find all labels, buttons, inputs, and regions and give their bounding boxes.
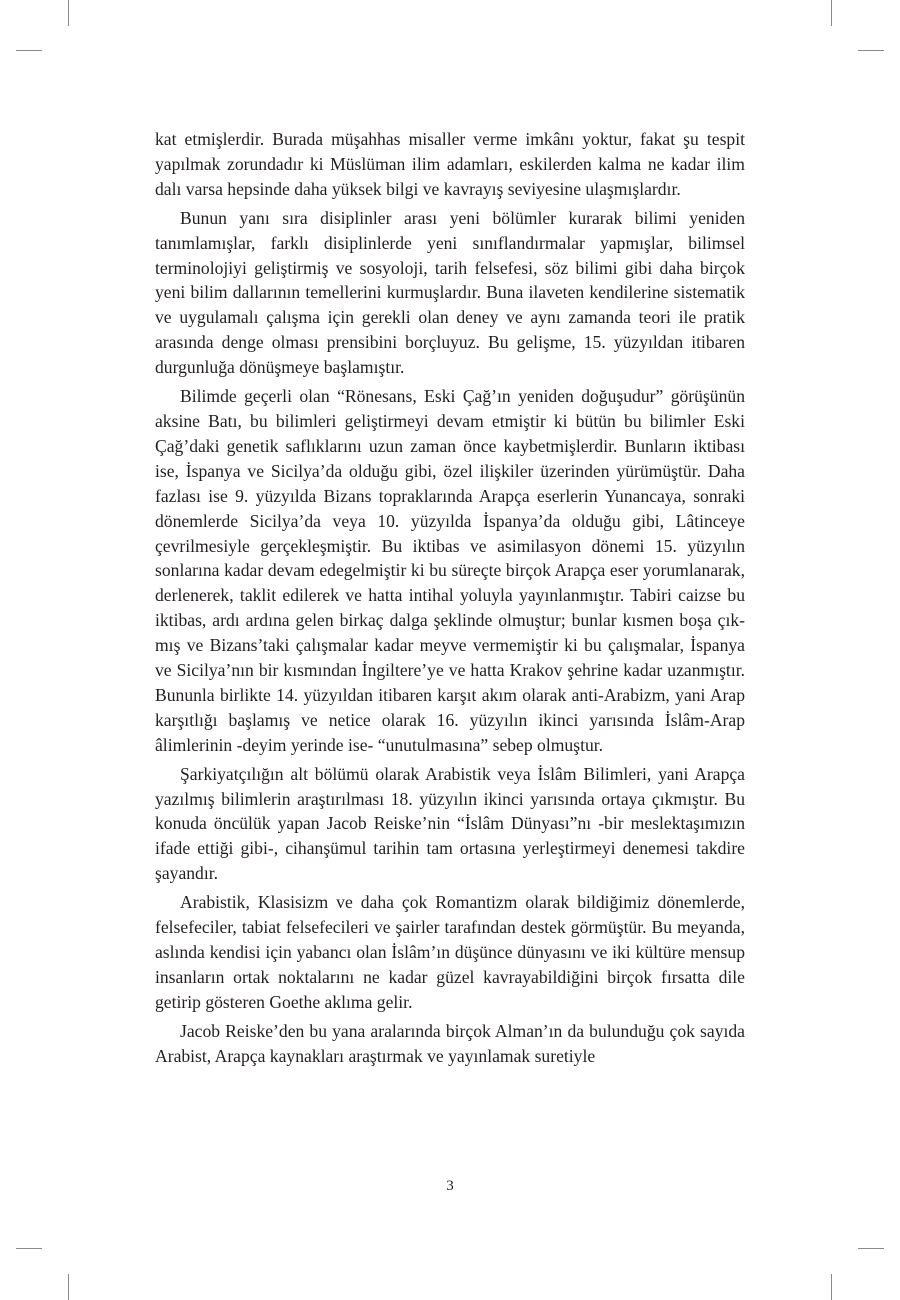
crop-mark-bottom-right-vertical: [831, 1274, 832, 1300]
crop-mark-top-left-horizontal: [16, 50, 42, 51]
body-text: [155, 127, 745, 1073]
crop-mark-top-right-horizontal: [858, 50, 884, 51]
paragraph-4: Şarkiyatçılığın alt bölümü olarak Arabistik veya İslâm Bilimleri, yani Arapça yazılmış bilimlerin araştırılması 18. yüzyılın ikinci yarısında ortaya çıkmıştır. Bu konuda öncülük yapan Jacob Reiske’nin “İslâm Dünyası”nı -bir meslektaşımızın ifade ettiği gibi-, cihanşümul tarihin tam ortasına yerleştirmeyi denemesi takdire şayandır.: [155, 763, 745, 884]
crop-mark-bottom-left-vertical: [68, 1274, 69, 1300]
paragraph-1: kat etmişlerdir. Burada müşahhas misaller verme imkânı yoktur, fakat şu tespit yapılmak zorundadır ki Müslüman ilim adamları, eskilerden kalma ne kadar ilim dalı varsa hepsinde daha yüksek bilgi ve kavrayış seviyesine ulaşmışlardır.: [155, 129, 745, 199]
crop-mark-top-right-vertical: [831, 0, 832, 26]
page-number: 3: [446, 1178, 454, 1194]
paragraph-5: Arabistik, Klasisizm ve daha çok Romantizm olarak bildiğimiz dönemlerde, felsefeciler, tabiat felsefecileri ve şairler tarafından destek görmüştür. Bu meyanda, aslında kendisi için yabancı olan İslâm’ın düşünce dünyasını ve iki kültüre mensup insanların ortak noktalarını ne kadar güzel kavrayabildiğini birçok fırsatta dile getirip gösteren Goethe aklıma gelir.: [155, 892, 745, 1012]
crop-mark-bottom-left-horizontal: [16, 1248, 42, 1249]
crop-mark-top-left-vertical: [68, 0, 69, 26]
paragraph-2: Bunun yanı sıra disiplinler arası yeni bölümler kurarak bilimi yeniden tanımlamışlar, farklı disiplinlerde yeni sınıflandırmalar yapmışlar, bilimsel terminolojiyi geliştirmiş ve sosyoloji, tarih felsefesi, söz bilimi gibi daha birçok yeni bilim dallarının temellerini kurmuşlardır. Buna ilaveten kendilerine sistematik ve uygulamalı çalışma için gerekli olan deney ve aynı zamanda teori ile pratik arasında denge olması prensibini borçluyuz. Bu gelişme, 15. yüzyıldan itibaren durgunluğa dönüşmeye başlamıştır.: [155, 207, 745, 378]
paragraph-3: Bilimde geçerli olan “Rönesans, Eski Çağ’ın yeniden doğuşudur” görüşünün aksine Batı, bu bilimleri geliştirmeyi devam etmiştir ki bütün bu bilimler Eski Çağ’daki genetik saflıklarını uzun zaman önce kaybetmişlerdir. Bunların iktibası ise, İspanya ve Sicilya’da olduğu gibi, özel ilişkiler üzerinden yürümüştür. Daha fazlası ise 9. yüzyılda Bizans topraklarında Arapça eserlerin Yunancaya, sonraki dönemlerde Sicilya’da veya 10. yüzyılda İspanya’da olduğu gibi, Lâtinceye çevrilmesiyle gerçekleşmiştir. Bu iktibas ve asimilasyon dönemi 15. yüzyılın sonlarına kadar devam edegelmiştir ki bu süreçte birçok Arapça eser yorumlanarak, derlenerek, taklit edilerek ve hatta intihal yoluyla yayınlanmıştır. Tabiri caizse bu iktibas, ardı ardına gelen birkaç dalga şeklinde olmuştur; bunlar kısmen boşa çıkmış ve Bizans’taki çalışmalar kadar meyve vermemiştir ki bu çalışmalar, İspanya ve Sicilya’nın bir kısmından İngiltere’ye ve hatta Krakov şehrine kadar uzanmıştır. Bununla birlikte 14. yüzyıldan itibaren karşıt akım olarak anti-Arabizm, yani Arap karşıtlığı başlamış ve netice olarak 16. yüzyılın ikinci yarısında İslâm-Arap âlimlerinin -deyim yerinde ise- “unutulmasına” sebep olmuştur.: [155, 386, 745, 755]
paragraph-6: Jacob Reiske’den bu yana aralarında birçok Alman’ın da bulunduğu çok sayıda Arabist, Arapça kaynakları araştırmak ve yayınlamak suretiyle: [155, 1020, 745, 1066]
crop-mark-bottom-right-horizontal: [858, 1248, 884, 1249]
